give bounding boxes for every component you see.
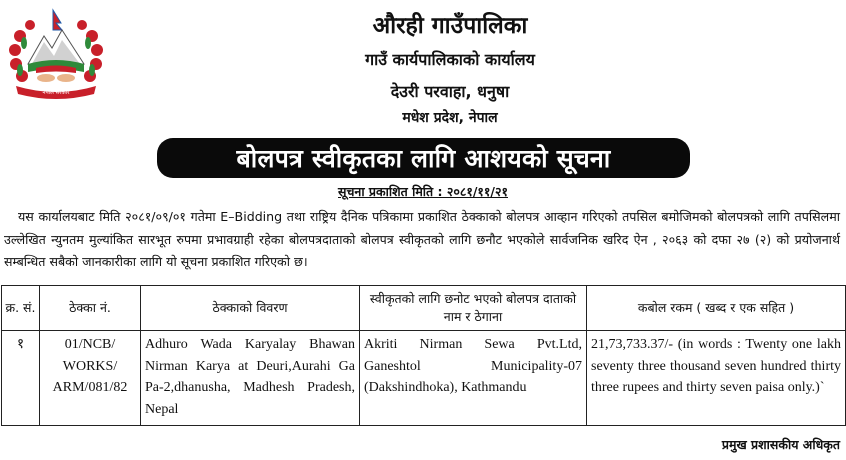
signature-title: प्रमुख प्रशासकीय अधिकृत [721,437,840,452]
header-contract-no: ठेक्का नं. [40,286,141,331]
header-bidder: स्वीकृतको लागि छनोट भएको बोलपत्र दाताको नाम र ठेगाना [360,286,587,331]
bid-table [1,285,846,426]
table-row [2,331,846,426]
cell-amount: 21,73,733.37/- (in words : Twenty one lakh seventy three thousand seven hundred thirty three rupees and thirty seven paisa only.)` [587,331,846,426]
table-header-row [2,286,846,331]
cell-bidder: Akriti Nirman Sewa Pvt.Ltd, Ganeshtol Municipality-07 (Dakshindhoka), Kathmandu [360,331,587,426]
office-name: गाउँ कार्यपालिकाको कार्यालय [365,50,535,69]
notice-body: यस कार्यालयबाट मिति २०८१/०९/०१ गतेमा E–Bidding तथा राष्ट्रिय दैनिक पत्रिकामा प्रकाशित ठेक्काको बोलपत्र आव्हान गरिएको तपसिल बमोजिमको बोलपत्रको लागि तपसिलमा उल्लेखित न्युनतम मुल्यांकित सारभूत रुपमा प्रभावग्राही रहेका बोलपत्रदाताको बोलपत्र स्वीकृतको लागि छनौट भएकोले सार्वजनिक खरिद ऐन , २०६३ को दफा २७ (२) को प्रयोजनार्थ सम्बन्धित सबैको जानकारीका लागि यो सूचना प्रकाशित गरिएको छ। [4,209,840,269]
published-date-text: सूचना प्रकाशित मिति : २०८१/११/२१ [338,184,508,199]
nepal-emblem-icon [6,6,106,102]
header-description: ठेक्काको विवरण [141,286,360,331]
published-date [0,183,846,200]
header-amount: कबोल रकम ( खब्द र एक सहित ) [587,286,846,331]
cell-sn: १ [2,331,40,426]
office-address: देउरी परवाहा, धनुषा [390,82,510,101]
notice-title-banner [157,138,690,178]
cell-description: Adhuro Wada Karyalay Bhawan Nirman Karya at Deuri,Aurahi Ga Pa-2,dhanusha, Madhesh Pradesh, Nepal [141,331,360,426]
svg-text:नेपाल सरकार: नेपाल सरकार [42,90,70,96]
province-line: मधेश प्रदेश, नेपाल [402,110,498,126]
header-sn: क्र. सं. [2,286,40,331]
org-name: औरही गाउँपालिका [372,13,528,39]
notice-title: बोलपत्र स्वीकृतका लागि आशयको सूचना [236,144,611,173]
cell-contract-no: 01/NCB/ WORKS/ ARM/081/82 [40,331,141,426]
